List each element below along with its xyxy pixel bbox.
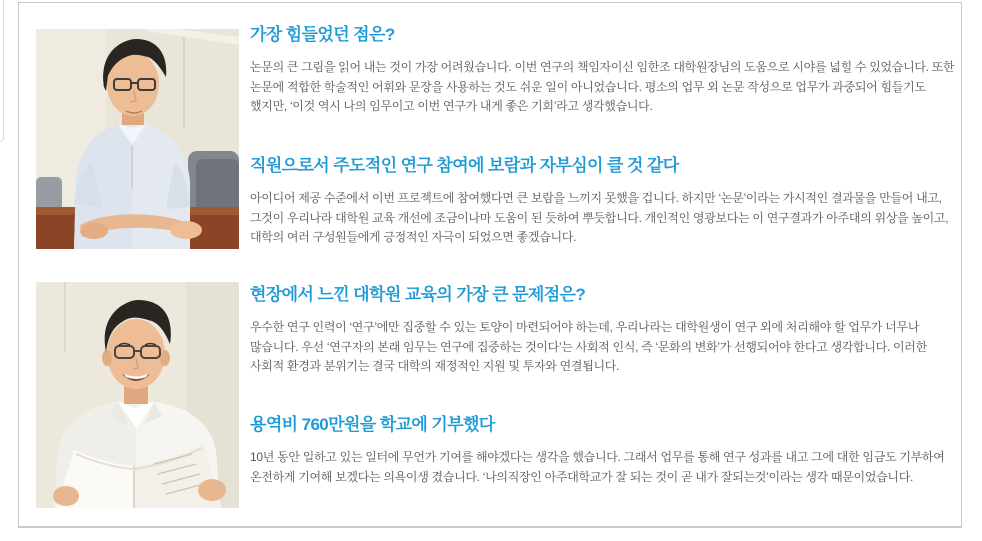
- offscreen-panel-edge: [0, 0, 4, 142]
- section-body: 논문의 큰 그림을 읽어 내는 것이 가장 어려웠습니다. 이번 연구의 책임자이신 임한조 대학원장님의 도움으로 시야를 넓힐 수 있었습니다. 또한 논문에 적합한 학술적인 어휘와 문장을 사용하는 것도 쉬운 일이 아니었습니다. 평소의 업무 외 논문 작성으로 업무가 과중되어 힘들기도 했지만, ‘이것 역시 나의 임무이고 이번 연구가 내게 좋은 기회’라고 생각했습니다.: [250, 60, 955, 113]
- section-heading: 용역비 760만원을 학교에 기부했다: [250, 415, 495, 434]
- section-body: 우수한 연구 인력이 ‘연구’에만 집중할 수 있는 토양이 마련되어야 하는데, 우리나라는 대학원생이 연구 외에 처리해야 할 업무가 너무나 많습니다. 우선 ‘연구자의 본래 임무는 연구에 집중하는 것이다’는 사회적 인식, 즉 ‘문화의 변화’가 선행되어야 한다고 생각합니다. 이러한 사회적 환경과 분위기는 결국 대학의 재정적인 지원 및 투자와 연결됩니다.: [250, 320, 927, 373]
- section-heading: 가장 힘들었던 점은?: [250, 25, 395, 44]
- photo-illustration: [36, 29, 239, 249]
- section-body: 아이디어 제공 수준에서 이번 프로젝트에 참여했다면 큰 보람을 느끼지 못했을 겁니다. 하지만 ‘논문’이라는 가시적인 결과물을 만들어 내고, 그것이 우리나라 대학원 교육 개선에 조금이나마 도움이 된 듯하여 뿌듯합니다. 개인적인 영광보다는 이 연구결과가 아주대의 위상을 높이고, 대학의 여러 구성원들에게 긍정적인 자극이 되었으면 좋겠습니다.: [250, 191, 949, 244]
- interviewee-smiling-with-open-book-photo: [36, 282, 239, 508]
- section-heading: 현장에서 느낀 대학원 교육의 가장 큰 문제점은?: [250, 285, 586, 304]
- section-heading: 직원으로서 주도적인 연구 참여에 보람과 자부심이 클 것 같다: [250, 156, 679, 175]
- section-hardest-point: [250, 24, 959, 117]
- section-donation: [250, 414, 959, 487]
- section-grad-school-problem: [250, 284, 959, 377]
- photo-illustration: [36, 282, 239, 508]
- section-staff-pride: [250, 155, 959, 248]
- interviewee-seated-at-table-photo: [36, 29, 239, 249]
- section-body: 10년 동안 일하고 있는 일터에 무언가 기여를 해야겠다는 생각을 했습니다. 그래서 업무를 통해 연구 성과를 내고 그에 대한 임금도 기부하여 온전하게 기여해 보겠다는 의욕이생 겼습니다. ‘나의직장인 아주대학교가 잘 되는 것이 곧 내가 잘되는것’이라는 생각 때문이었습니다.: [250, 450, 945, 484]
